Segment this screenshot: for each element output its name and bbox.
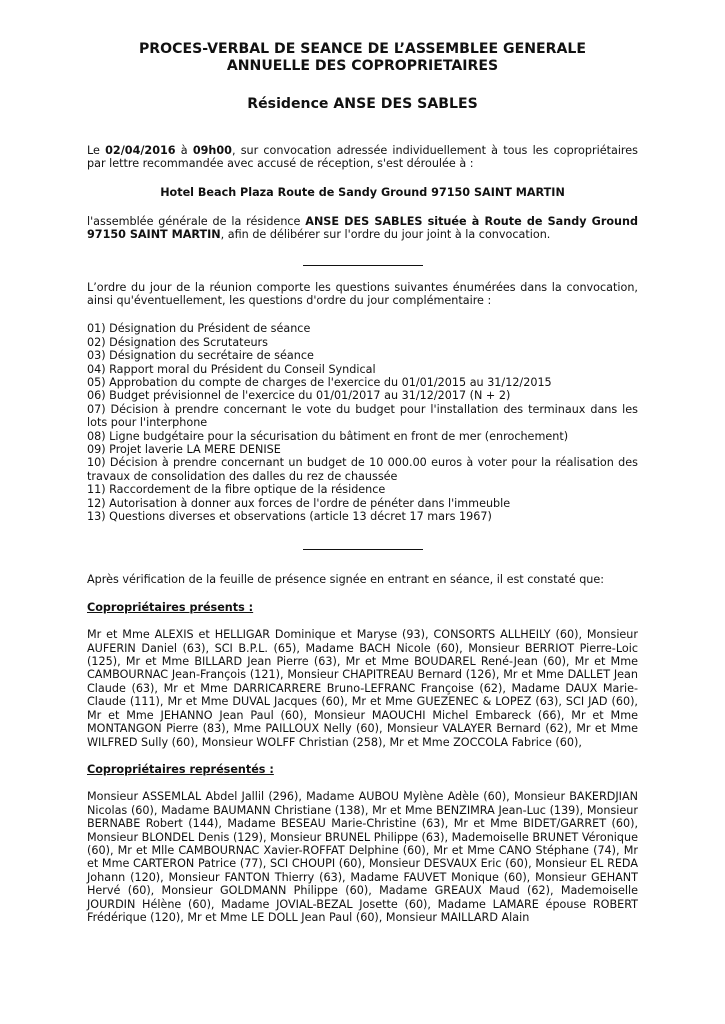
assembly-text: l'assemblée générale de la résidence — [87, 214, 306, 228]
agenda-item: 09) Projet laverie LA MERE DENISE — [87, 443, 281, 456]
agenda-item: 13) Questions diverses et observations (article 13 décret 17 mars 1967) — [87, 510, 492, 524]
agenda-list — [87, 322, 638, 523]
represented-owners-heading: Copropriétaires représentés : — [87, 762, 274, 776]
separator-line — [303, 549, 423, 550]
intro-text: Le — [87, 143, 106, 157]
agenda-intro: L’ordre du jour de la réunion comporte les questions suivantes énumérées dans la convocation, ainsi qu'éventuellement, les questions d'ordre du jour complémentaire : — [87, 280, 638, 307]
residence-address: ANSE DES SABLES située à Route de Sandy Ground 97150 SAINT MARTIN — [87, 214, 638, 242]
agenda-item: 08) Ligne budgétaire pour la sécurisation du bâtiment en front de mer (enrochement) — [87, 429, 569, 443]
assembly-paragraph — [87, 215, 638, 242]
intro-text: , sur convocation adressée individuellement à tous les copropriétaires par lettre recommandée avec accusé de réception, s'est déroulée à : — [87, 143, 638, 170]
agenda-item: 11) Raccordement de la fibre optique de la résidence — [87, 483, 386, 497]
present-owners-list: Mr et Mme ALEXIS et HELLIGAR Dominique et Maryse (93), CONSORTS ALLHEILY (60), Monsieur AUFERIN Daniel (63), SCI B.P.L. (65), Madame BACH Nicole (60), Monsieur BERRIOT Pierre-Loic (125), Mr et Mme BILLARD Jean Pierre (63), Mr et Mme BOUDAREL René-Jean (60), Mr et Mme CAMBOURNAC Jean-François (121), Monsieur CHAPITREAU Bernard (126), Mr et Mme DALLET Jean Claude (63), Mr et Mme DARRICARRERE Bruno-LEFRANC Françoise (62), Madame DAUX Marie-Claude (111), Mr et Mme DUVAL Jacques (60), Mr et Mme GUEZENEC & LOPEZ (63), SCI JAD (60), Mr et Mme JEHANNO Jean Paul (60), Monsieur MAOUCHI Michel Embareck (66), Mr et Mme MONTANGON Pierre (83), Mme PAILLOUX Nelly (60), Monsieur VALAYER Bernard (62), Mr et Mme WILFRED Sully (60), Monsieur WOLFF Christian (258), Mr et Mme ZOCCOLA Fabrice (60), — [87, 628, 638, 749]
separator-line — [303, 265, 423, 266]
meeting-date: 02/04/2016 — [105, 143, 176, 157]
intro-text: à — [175, 143, 193, 157]
title-line-1: PROCES-VERBAL DE SEANCE DE L’ASSEMBLEE GENERALE — [138, 41, 587, 57]
title-line-2: ANNUELLE DES COPROPRIETAIRES — [226, 57, 499, 74]
agenda-item: 02) Désignation des Scrutateurs — [87, 335, 268, 349]
agenda-item: 12) Autorisation à donner aux forces de l'ordre de pénéter dans l'immeuble — [87, 496, 511, 510]
agenda-item: 04) Rapport moral du Président du Conseil Syndical — [87, 362, 376, 376]
agenda-item: 01) Désignation du Président de séance — [87, 322, 311, 336]
meeting-time: 09h00 — [192, 143, 232, 157]
agenda-item: 06) Budget prévisionnel de l'exercice du 01/01/2017 au 31/12/2017 (N + 2) — [87, 389, 511, 403]
agenda-item: 10) Décision à prendre concernant un budget de 10 000.00 euros à voter pour la réalisation des travaux de consolidation des dalles du rez de chaussée — [87, 456, 638, 483]
assembly-text: , afin de délibérer sur l'ordre du jour joint à la convocation. — [220, 228, 551, 242]
attendance-intro: Après vérification de la feuille de présence signée en entrant en séance, il est constaté que: — [87, 573, 605, 587]
agenda-item: 05) Approbation du compte de charges de l'exercice du 01/01/2015 au 31/12/2015 — [87, 375, 552, 389]
meeting-location: Hotel Beach Plaza Route de Sandy Ground 97150 SAINT MARTIN — [160, 186, 565, 200]
agenda-item: 07) Décision à prendre concernant le vote du budget pour l'installation des terminaux dans les lots pour l'interphone — [87, 402, 638, 430]
document-title — [87, 41, 638, 74]
agenda-item: 03) Désignation du secrétaire de séance — [87, 349, 314, 363]
convocation-paragraph — [87, 144, 638, 171]
present-owners-heading: Copropriétaires présents : — [87, 600, 254, 614]
residence-title: Résidence ANSE DES SABLES — [247, 96, 478, 112]
represented-owners-list: Monsieur ASSEMLAL Abdel Jallil (296), Madame AUBOU Mylène Adèle (60), Monsieur BAKERDJIAN Nicolas (60), Madame BAUMANN Christiane (138), Mr et Mme BENZIMRA Jean-Luc (139), Monsieur BERNABE Robert (144), Madame BESEAU Marie-Christine (63), Mr et Mme BIDET/GARRET (60), Monsieur BLONDEL Denis (129), Monsieur BRUNEL Philippe (63), Mademoiselle BRUNET Véronique (60), Mr et Mlle CAMBOURNAC Xavier-ROFFAT Delphine (60), Mr et Mme CANO Stéphane (74), Mr et Mme CARTERON Patrice (77), SCI CHOUPI (60), Monsieur DESVAUX Eric (60), Monsieur EL REDA Johann (120), Monsieur FANTON Thierry (63), Madame FAUVET Monique (60), Monsieur GEHANT Hervé (60), Monsieur GOLDMANN Philippe (60), Madame GREAUX Maud (62), Mademoiselle JOURDIN Hélène (60), Madame JOVIAL-BEZAL Josette (60), Madame LAMARE épouse ROBERT Frédérique (120), Mr et Mme LE DOLL Jean Paul (60), Monsieur MAILLARD Alain — [87, 790, 638, 924]
